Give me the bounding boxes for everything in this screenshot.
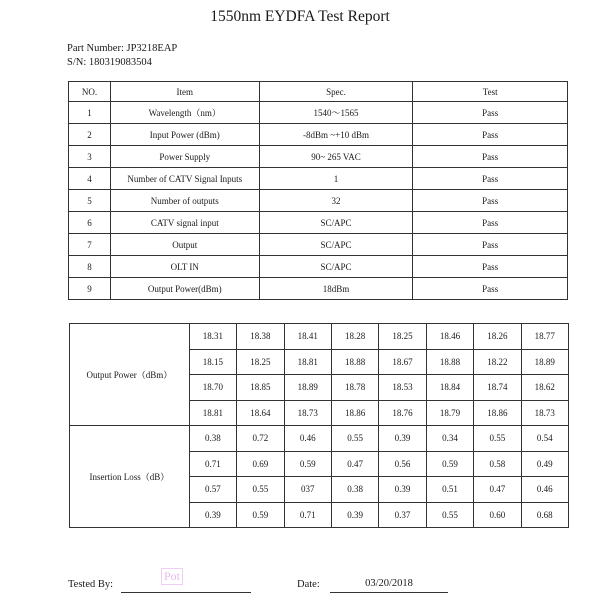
spec-test: Pass <box>413 190 568 212</box>
spec-no: 1 <box>69 102 111 124</box>
spec-row <box>69 168 568 190</box>
insertion-loss-cell: 0.39 <box>189 502 236 528</box>
spec-value: 1 <box>259 168 413 190</box>
spec-no: 4 <box>69 168 111 190</box>
spec-row <box>69 256 568 278</box>
spec-item: Number of CATV Signal Inputs <box>110 168 259 190</box>
spec-row <box>69 124 568 146</box>
part-number: Part Number: JP3218EAP <box>67 43 178 54</box>
output-power-cell: 18.88 <box>331 349 378 375</box>
spec-no: 2 <box>69 124 111 146</box>
output-power-cell: 18.22 <box>474 349 521 375</box>
insertion-loss-cell: 0.51 <box>426 477 473 503</box>
insertion-loss-cell: 0.39 <box>331 502 378 528</box>
spec-row <box>69 102 568 124</box>
output-power-cell: 18.38 <box>237 324 284 350</box>
spec-no: 3 <box>69 146 111 168</box>
output-power-cell: 18.73 <box>284 400 331 426</box>
spec-header-no: NO. <box>69 82 111 102</box>
output-power-cell: 18.89 <box>521 349 568 375</box>
spec-no: 7 <box>69 234 111 256</box>
output-power-row <box>70 324 569 350</box>
spec-item: Wavelength（nm） <box>110 102 259 124</box>
date-label: Date: <box>297 579 320 590</box>
spec-item: CATV signal input <box>110 212 259 234</box>
insertion-loss-cell: 0.71 <box>284 502 331 528</box>
measurement-table <box>69 323 569 528</box>
spec-value: SC/APC <box>259 234 413 256</box>
output-power-cell: 18.64 <box>237 400 284 426</box>
spec-value: SC/APC <box>259 212 413 234</box>
output-power-cell: 18.31 <box>189 324 236 350</box>
insertion-loss-cell: 0.59 <box>237 502 284 528</box>
spec-test: Pass <box>413 102 568 124</box>
spec-item: Number of outputs <box>110 190 259 212</box>
output-power-cell: 18.28 <box>331 324 378 350</box>
insertion-loss-cell: 0.39 <box>379 426 426 452</box>
spec-row <box>69 278 568 300</box>
spec-item: Output Power(dBm) <box>110 278 259 300</box>
insertion-loss-cell: 0.71 <box>189 451 236 477</box>
output-power-cell: 18.67 <box>379 349 426 375</box>
spec-header-row <box>69 82 568 102</box>
spec-item: Power Supply <box>110 146 259 168</box>
tested-by-label: Tested By: <box>68 579 114 590</box>
spec-test: Pass <box>413 234 568 256</box>
spec-value: 1540～1565 <box>259 102 413 124</box>
insertion-loss-cell: 037 <box>284 477 331 503</box>
spec-value: 90~ 265 VAC <box>259 146 413 168</box>
insertion-loss-cell: 0.59 <box>284 451 331 477</box>
insertion-loss-cell: 0.49 <box>521 451 568 477</box>
spec-test: Pass <box>413 146 568 168</box>
output-power-cell: 18.84 <box>426 375 473 401</box>
spec-value: 18dBm <box>259 278 413 300</box>
spec-header-spec: Spec. <box>259 82 413 102</box>
output-power-cell: 18.26 <box>474 324 521 350</box>
insertion-loss-cell: 0.60 <box>474 502 521 528</box>
spec-item: Output <box>110 234 259 256</box>
insertion-loss-cell: 0.46 <box>284 426 331 452</box>
output-power-cell: 18.81 <box>284 349 331 375</box>
output-power-cell: 18.41 <box>284 324 331 350</box>
date-line <box>330 592 448 593</box>
spec-no: 8 <box>69 256 111 278</box>
output-power-cell: 18.79 <box>426 400 473 426</box>
spec-test: Pass <box>413 278 568 300</box>
output-power-cell: 18.73 <box>521 400 568 426</box>
spec-item: Input Power (dBm) <box>110 124 259 146</box>
spec-item: OLT IN <box>110 256 259 278</box>
insertion-loss-cell: 0.47 <box>474 477 521 503</box>
output-power-cell: 18.25 <box>237 349 284 375</box>
output-power-cell: 18.53 <box>379 375 426 401</box>
output-power-cell: 18.74 <box>474 375 521 401</box>
insertion-loss-cell: 0.58 <box>474 451 521 477</box>
output-power-cell: 18.46 <box>426 324 473 350</box>
output-power-cell: 18.25 <box>379 324 426 350</box>
insertion-loss-cell: 0.69 <box>237 451 284 477</box>
output-power-cell: 18.62 <box>521 375 568 401</box>
insertion-loss-cell: 0.55 <box>331 426 378 452</box>
insertion-loss-cell: 0.56 <box>379 451 426 477</box>
insertion-loss-cell: 0.72 <box>237 426 284 452</box>
spec-test: Pass <box>413 212 568 234</box>
spec-header-test: Test <box>413 82 568 102</box>
output-power-cell: 18.85 <box>237 375 284 401</box>
output-power-cell: 18.78 <box>331 375 378 401</box>
tested-by-line <box>121 592 251 593</box>
spec-row <box>69 146 568 168</box>
insertion-loss-cell: 0.47 <box>331 451 378 477</box>
insertion-loss-cell: 0.39 <box>379 477 426 503</box>
spec-value: 32 <box>259 190 413 212</box>
insertion-loss-cell: 0.38 <box>189 426 236 452</box>
insertion-loss-cell: 0.55 <box>426 502 473 528</box>
spec-test: Pass <box>413 168 568 190</box>
insertion-loss-cell: 0.46 <box>521 477 568 503</box>
signature-stamp: Pot <box>161 568 183 585</box>
date-value: 03/20/2018 <box>365 578 413 589</box>
output-power-cell: 18.88 <box>426 349 473 375</box>
output-power-cell: 18.86 <box>474 400 521 426</box>
output-power-cell: 18.86 <box>331 400 378 426</box>
insertion-loss-label: Insertion Loss（dB） <box>70 426 190 528</box>
spec-no: 9 <box>69 278 111 300</box>
output-power-cell: 18.15 <box>189 349 236 375</box>
spec-value: SC/APC <box>259 256 413 278</box>
insertion-loss-cell: 0.57 <box>189 477 236 503</box>
spec-test: Pass <box>413 124 568 146</box>
spec-header-item: Item <box>110 82 259 102</box>
insertion-loss-cell: 0.37 <box>379 502 426 528</box>
spec-test: Pass <box>413 256 568 278</box>
insertion-loss-cell: 0.68 <box>521 502 568 528</box>
insertion-loss-cell: 0.34 <box>426 426 473 452</box>
insertion-loss-cell: 0.38 <box>331 477 378 503</box>
spec-table <box>68 81 568 300</box>
spec-no: 6 <box>69 212 111 234</box>
report-title: 1550nm EYDFA Test Report <box>210 8 390 25</box>
spec-value: -8dBm ~+10 dBm <box>259 124 413 146</box>
spec-row <box>69 212 568 234</box>
output-power-cell: 18.81 <box>189 400 236 426</box>
spec-row <box>69 234 568 256</box>
spec-row <box>69 190 568 212</box>
output-power-cell: 18.77 <box>521 324 568 350</box>
insertion-loss-cell: 0.55 <box>237 477 284 503</box>
output-power-label: Output Power（dBm） <box>70 324 190 426</box>
insertion-loss-cell: 0.59 <box>426 451 473 477</box>
spec-no: 5 <box>69 190 111 212</box>
output-power-cell: 18.70 <box>189 375 236 401</box>
insertion-loss-cell: 0.54 <box>521 426 568 452</box>
serial-number: S/N: 180319083504 <box>67 57 152 68</box>
insertion-loss-cell: 0.55 <box>474 426 521 452</box>
insertion-loss-row <box>70 426 569 452</box>
output-power-cell: 18.76 <box>379 400 426 426</box>
output-power-cell: 18.89 <box>284 375 331 401</box>
